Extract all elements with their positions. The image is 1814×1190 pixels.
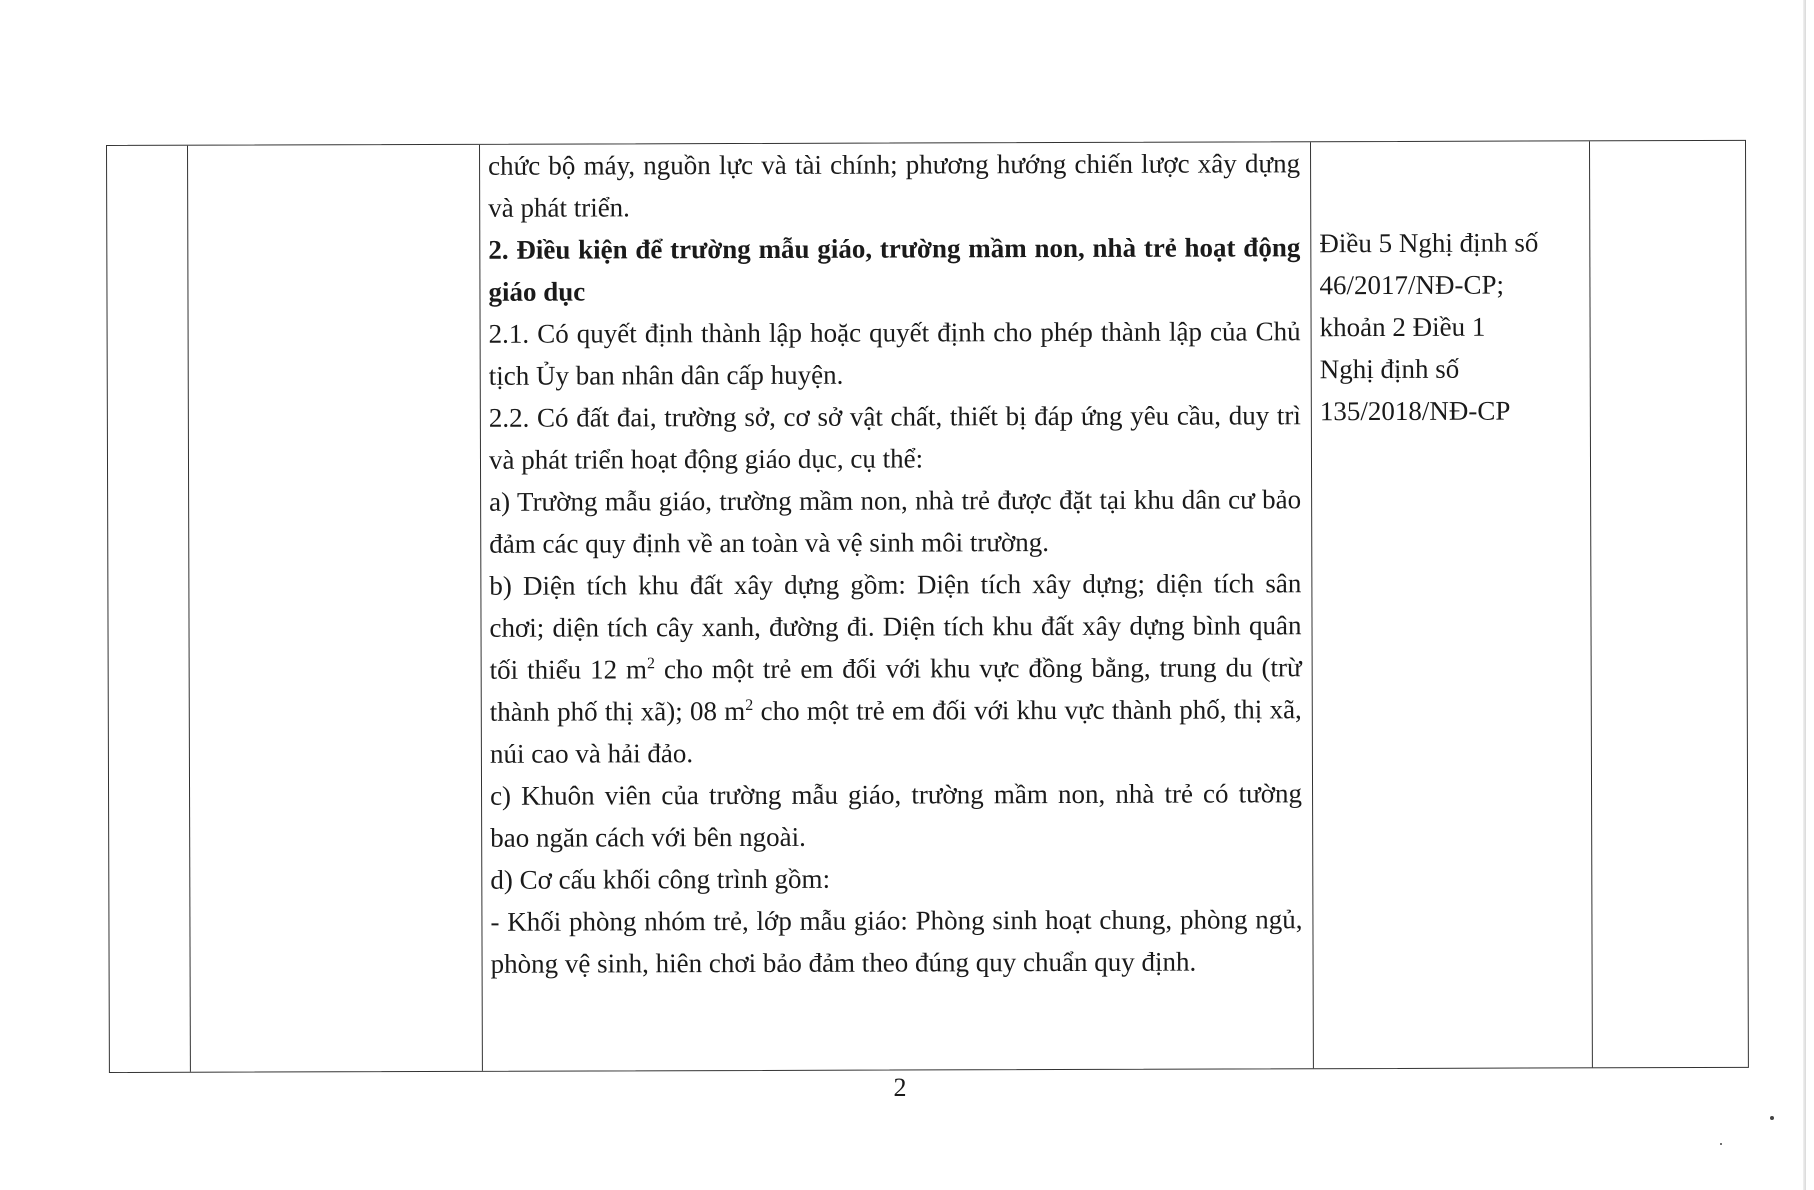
scan-page-edge [1803, 0, 1806, 1190]
scan-speck [1770, 1116, 1774, 1120]
column-notes-cell [1590, 141, 1748, 1067]
requirements-content-cell [480, 142, 1314, 1071]
item-b-text-1: b) Diện tích khu đất xây dựng gồm: Diện tích xây dựng; diện tích sân chơi; diện tích cây xanh, đường đi. Diện tích khu đất xây dựng bình quân tối thiểu 12 m [489, 568, 1302, 685]
item-2-1: 2.1. Có quyết định thành lập hoặc quyết định cho phép thành lập của Chủ tịch Ủy ban nhân dân cấp huyện. [488, 316, 1301, 391]
legal-basis-cell [1311, 141, 1593, 1068]
page-number: 2 [893, 1073, 907, 1102]
item-b-text-3: cho một trẻ em đối với khu vực thành phố, thị xã, núi cao và hải đảo. [489, 694, 1302, 769]
legal-basis-text [1319, 221, 1580, 432]
item-d-bullet: - Khối phòng nhóm trẻ, lớp mẫu giáo: Phòng sinh hoạt chung, phòng ngủ, phòng vệ sinh, hiên chơi bảo đảm theo đúng quy chuẩn quy định. [490, 904, 1303, 979]
item-d: d) Cơ cấu khối công trình gồm: [490, 863, 831, 895]
item-c: c) Khuôn viên của trường mẫu giáo, trường mầm non, nhà trẻ có tường bao ngăn cách với bên ngoài. [489, 778, 1303, 853]
legal-basis-line-5: 135/2018/NĐ-CP [1319, 395, 1511, 427]
item-a: a) Trường mẫu giáo, trường mầm non, nhà trẻ được đặt tại khu dân cư bảo đảm các quy định về an toàn và vệ sinh môi trường. [489, 484, 1302, 559]
column-procedure-cell [188, 145, 483, 1072]
item-b-superscript-2: 2 [745, 696, 754, 714]
section-heading: 2. Điều kiện để trường mẫu giáo, trường mầm non, nhà trẻ hoạt động giáo dục [488, 232, 1301, 307]
item-2-2: 2.2. Có đất đai, trường sở, cơ sở vật chất, thiết bị đáp ứng yêu cầu, duy trì và phát triển hoạt động giáo dục, cụ thể: [488, 400, 1301, 475]
item-b-superscript-1: 2 [646, 655, 656, 673]
item-b-text-2: cho một trẻ em đối với khu vực đồng bằng, trung du (trừ thành phố thị xã); 08 m [489, 652, 1302, 727]
legal-basis-line-2: 46/2017/NĐ-CP; [1319, 269, 1505, 301]
column-index-cell [107, 146, 191, 1072]
legal-basis-line-4: Nghị định số [1319, 353, 1460, 385]
item-b [489, 562, 1302, 775]
regulation-table [106, 140, 1749, 1073]
legal-basis-line-1: Điều 5 Nghị định số [1319, 227, 1539, 259]
scan-speck [1720, 1143, 1722, 1145]
legal-basis-line-3: khoản 2 Điều 1 [1319, 311, 1486, 343]
intro-paragraph: chức bộ máy, nguồn lực và tài chính; phương hướng chiến lược xây dựng và phát triển. [488, 148, 1301, 223]
